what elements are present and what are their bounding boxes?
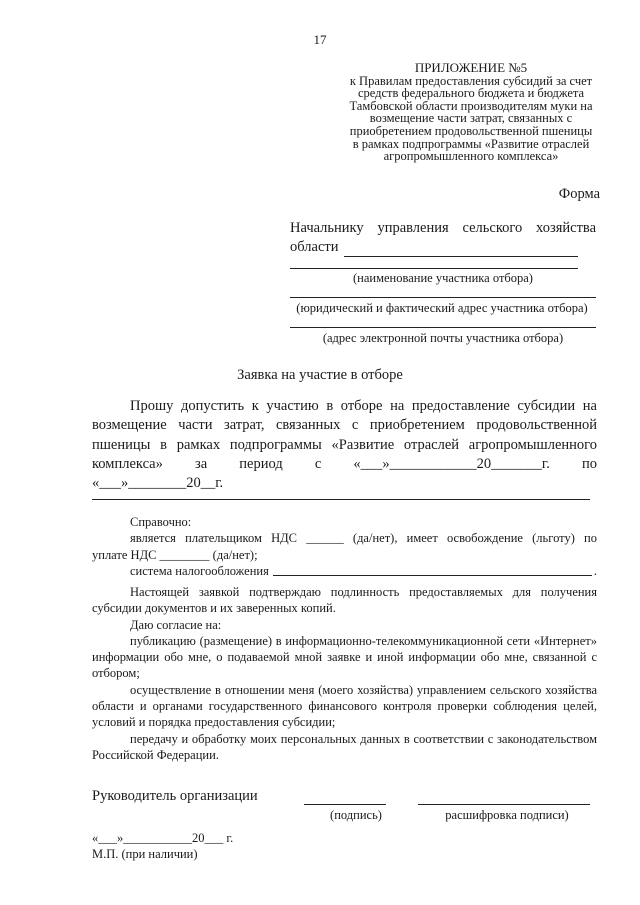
- stamp-label: М.П. (при наличии): [92, 847, 198, 861]
- tax-system-blank[interactable]: [273, 563, 592, 576]
- participant-name-blank[interactable]: [290, 268, 578, 269]
- signature-blank[interactable]: [304, 804, 386, 805]
- appendix-line: Тамбовской области производителям муки на: [349, 98, 593, 113]
- appendix-line: в рамках подпрограммы «Развитие отраслей: [352, 136, 590, 151]
- participant-name-caption: (наименование участника отбора): [353, 271, 533, 285]
- document-title: Заявка на участие в отборе: [237, 367, 403, 383]
- addressee-line-1: Начальнику управления сельского хозяйства: [290, 220, 596, 236]
- participant-address-blank[interactable]: [290, 297, 596, 298]
- participant-email-caption: (адрес электронной почты участника отбора): [322, 331, 564, 345]
- signature-date[interactable]: «___»___________20___ г.: [92, 831, 234, 845]
- tax-system-line: система налогообложения .: [130, 563, 597, 578]
- appendix-block: [330, 62, 612, 163]
- vat-line: уплате НДС ________ (да/нет);: [92, 547, 258, 562]
- request-paragraph: Прошу допустить к участию в отборе на предоставление субсидии на возмещение части затрат, связанных с приобретением продовольственной пшеницы в рамках подпрограммы «Развитие отраслей агропромышленного комплекса» за период с «___»____________20_______г. по «___»________20__г.: [92, 397, 597, 493]
- page-number: 17: [313, 32, 327, 47]
- period-start-date[interactable]: «___»____________20_______г.: [353, 455, 550, 472]
- appendix-line: агропромышленного комплекса»: [383, 149, 559, 164]
- period-line: комплекса» за период с «___»____________20_______г. по: [92, 455, 597, 474]
- appendix-line: приобретением продовольственной пшеницы: [349, 123, 593, 138]
- consent-item: осуществление в отношении меня (моего хозяйства) управлением сельского хозяйства области и органами государственного финансового контроля проверки соблюдения целей, условий и порядка предоставления субсидии;: [92, 682, 597, 730]
- appendix-line: к Правилам предоставления субсидий за счет: [349, 73, 593, 88]
- signature-decode-caption: расшифровка подписи): [445, 808, 569, 822]
- confirmation-text: Настоящей заявкой подтверждаю подлинность предоставляемых для получения субсидии документов и их заверенных копий.: [92, 585, 597, 616]
- addressee-block: [290, 219, 596, 257]
- period-end-date[interactable]: «___»________20__г.: [92, 475, 224, 492]
- signature-caption: (подпись): [330, 808, 382, 822]
- appendix-line: средств федерального бюджета и бюджета: [357, 86, 585, 101]
- appendix-line: возмещение части затрат, связанных с: [369, 111, 573, 126]
- addressee-line-2: области: [290, 238, 596, 257]
- reference-label: Справочно:: [130, 515, 192, 529]
- consent-block: [92, 584, 597, 763]
- form-label: Форма: [558, 186, 600, 202]
- consent-label: Даю согласие на:: [130, 617, 222, 632]
- head-label: Руководитель организации: [92, 788, 258, 804]
- participant-address-caption: (юридический и фактический адрес участника отбора): [296, 301, 588, 315]
- reference-block: [92, 514, 597, 579]
- consent-item: публикацию (размещение) в информационно-телекоммуникационной сети «Интернет» информации обо мне, о подаваемой мной заявке и иной информации обо мне, связанной с отбором;: [92, 633, 597, 681]
- separator-line: [92, 499, 590, 500]
- appendix-title: ПРИЛОЖЕНИЕ №5: [414, 60, 528, 75]
- vat-line: является плательщиком НДС ______ (да/нет), имеет освобождение (льготу) по: [130, 531, 597, 546]
- signature-decode-blank[interactable]: [418, 804, 590, 805]
- region-blank[interactable]: [344, 242, 578, 257]
- participant-email-blank[interactable]: [290, 327, 596, 328]
- consent-item: передачу и обработку моих персональных данных в соответствии с законодательством Российской Федерации.: [92, 731, 597, 762]
